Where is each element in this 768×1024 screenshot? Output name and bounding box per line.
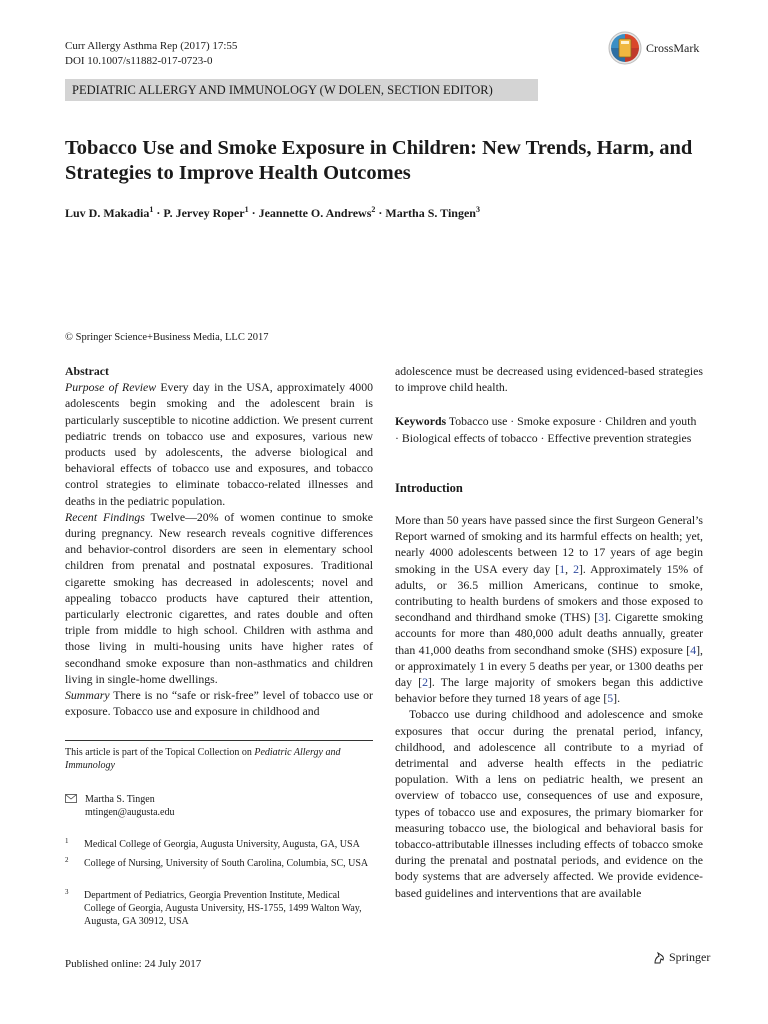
copyright-notice: © Springer Science+Business Media, LLC 2017 [65, 332, 269, 343]
author-separator: · [248, 206, 259, 220]
affiliation-item [65, 889, 373, 928]
keywords-text: Tobacco use · Smoke exposure · Children and youth · Biological effects of tobacco · Effective prevention strategies [395, 414, 697, 445]
footnote-divider [65, 740, 373, 741]
affiliation-text: Department of Pediatrics, Georgia Prevention Institute, Medical College of Georgia, Augusta University, HS-1755, 1499 Walton Way, Augusta, GA 30912, USA [84, 890, 362, 927]
affiliation-number: 3 [65, 888, 69, 896]
contact-name: Martha S. Tingen [85, 794, 155, 805]
abstract-purpose [65, 379, 373, 509]
text-run: ]. Cigarette smoking accounts for more than 480,000 adult deaths annually, greater than 41,000 deaths from secondhand smoke (SHS) exposure [ [395, 610, 703, 657]
summary-label: Summary [65, 688, 110, 703]
summary-text: There is no “safe or risk-free” level of tobacco use or exposure. Tobacco use and exposure in childhood and [65, 688, 373, 719]
author-separator: · [375, 206, 386, 220]
text-run: More than 50 years have passed since the first Surgeon General’s Report warned of smoking and its harmful effects on health; yet, nearly 4000 adolescents between 12 to 17 years of age begin smoking in the USA every day [ [395, 513, 703, 576]
text-run: ]. The large majority of smokers began this addictive behavior before they turned 18 years of age [ [395, 675, 703, 706]
body-column [395, 363, 703, 901]
abstract-summary-continued: adolescence must be decreased using evidenced-based strategies to improve child health. [395, 364, 703, 395]
author-affiliation-mark: 1 [149, 205, 154, 214]
author-separator: · [153, 206, 164, 220]
corresponding-author [65, 793, 373, 819]
contact-email[interactable]: mtingen@augusta.edu [85, 807, 175, 818]
affiliation-text: College of Nursing, University of South Carolina, Columbia, SC, USA [84, 858, 369, 869]
text-run: , [565, 561, 574, 576]
section-banner: PEDIATRIC ALLERGY AND IMMUNOLOGY (W DOLEN, SECTION EDITOR) [65, 79, 538, 101]
envelope-icon [65, 794, 77, 803]
citation-link[interactable]: 3 [598, 610, 605, 625]
crossmark-label: CrossMark [646, 40, 700, 55]
text-run: ]. [613, 691, 621, 706]
collection-name[interactable]: Pediatric Allergy and Immunology [65, 747, 341, 771]
citation-link[interactable]: 2 [422, 675, 428, 690]
affiliation-number: 2 [65, 856, 69, 864]
keywords-label: Keywords [395, 414, 447, 429]
crossmark-badge[interactable] [608, 30, 748, 66]
purpose-label: Purpose of Review [65, 380, 157, 395]
abstract-heading: Abstract [65, 364, 109, 378]
springer-horse-icon [652, 951, 666, 965]
text-run: ]. Approximately 15% of adults, or 36.5 million Americans, continue to smoke, contributing to health burdens of smokers and those exposed to secondhand and thirdhand smoke (THS) [ [395, 561, 704, 625]
intro-paragraph-2: Tobacco use during childhood and adolescence and smoke exposures that occur during the prenatal period, infancy, childhood, and adolescence all contribute to a myriad of detrimental and adverse health effects in the pediatric population. With a lens on pediatric health, we present an overview of tobacco use, consequences of use and exposure, types of tobacco use and exposures, the primary biomarker for measuring tobacco use, the biological and behavioral basis for tobacco-attributable illnesses including effects of tobacco smoke during the prenatal and postnatal periods, and evidence on the body systems that are adversely affected. We provide evidence-based guidelines and interventions that are available [395, 707, 703, 900]
author-name[interactable]: P. Jervey Roper [163, 206, 245, 220]
affiliation-number: 1 [65, 837, 69, 845]
citation-link[interactable]: 1 [559, 561, 566, 576]
citation-link[interactable]: 4 [690, 642, 697, 657]
author-list [65, 205, 480, 221]
author-name[interactable]: Jeannette O. Andrews [258, 206, 372, 220]
abstract-column [65, 363, 373, 719]
author-name[interactable]: Martha S. Tingen [385, 206, 476, 220]
journal-info [65, 39, 237, 69]
crossmark-icon [608, 31, 642, 65]
findings-text: Twelve—20% of women continue to smoke during pregnancy. New research reveals cognitive differences and behavior-control disorders are seen in elementary school children from prenatal and postnatal exposures. Traditional cigarette smoking has decreased in adolescents; novel and appealing tobacco products have captured their attention, particularly electronic cigarettes, and rates double and often triple from middle to high school. Children with asthma and those living in multi-housing units have higher rates of secondhand smoke exposure than non-asthmatics and children living in single-home dwellings. [65, 509, 373, 686]
keywords [395, 413, 703, 445]
citation-link[interactable]: 2 [573, 561, 579, 576]
author-affiliation-mark: 1 [244, 205, 249, 214]
affiliation-item [65, 857, 373, 870]
citation-link[interactable]: 5 [607, 691, 614, 706]
doi[interactable]: DOI 10.1007/s11882-017-0723-0 [65, 55, 213, 67]
findings-label: Recent Findings [65, 509, 145, 524]
abstract-summary [65, 687, 373, 719]
article-title: Tobacco Use and Smoke Exposure in Children: New Trends, Harm, and Strategies to Improve Health Outcomes [65, 137, 693, 184]
introduction-heading: Introduction [395, 480, 463, 495]
publisher-logo [652, 950, 710, 965]
journal-citation: Curr Allergy Asthma Rep (2017) 17:55 [65, 40, 238, 52]
publisher-name: Springer [669, 950, 711, 964]
published-date: Published online: 24 July 2017 [65, 958, 202, 970]
collection-prefix: This article is part of the Topical Collection on [65, 747, 255, 758]
purpose-text: Every day in the USA, approximately 4000 adolescents begin smoking and the adolescent brain is particularly susceptible to nicotine addiction. We present current pediatric trends on tobacco use and exposures, various new products used by adolescents, the adverse biological and behavioral effects of tobacco use and exposures, and tobacco control strategies to eliminate tobacco-related illnesses and deaths in the pediatric population. [65, 380, 373, 508]
author-affiliation-mark: 3 [475, 205, 480, 214]
text-run: ], or approximately 1 in every 5 deaths per year, or 1300 deaths per day [ [395, 642, 703, 690]
affiliation-text: Medical College of Georgia, Augusta University, Augusta, GA, USA [84, 839, 360, 850]
affiliation-item [65, 838, 373, 851]
author-affiliation-mark: 2 [371, 205, 376, 214]
abstract-findings [65, 509, 373, 687]
topical-collection-note [65, 746, 373, 772]
author-name[interactable]: Luv D. Makadia [65, 206, 150, 220]
intro-paragraph-1 [395, 512, 703, 706]
